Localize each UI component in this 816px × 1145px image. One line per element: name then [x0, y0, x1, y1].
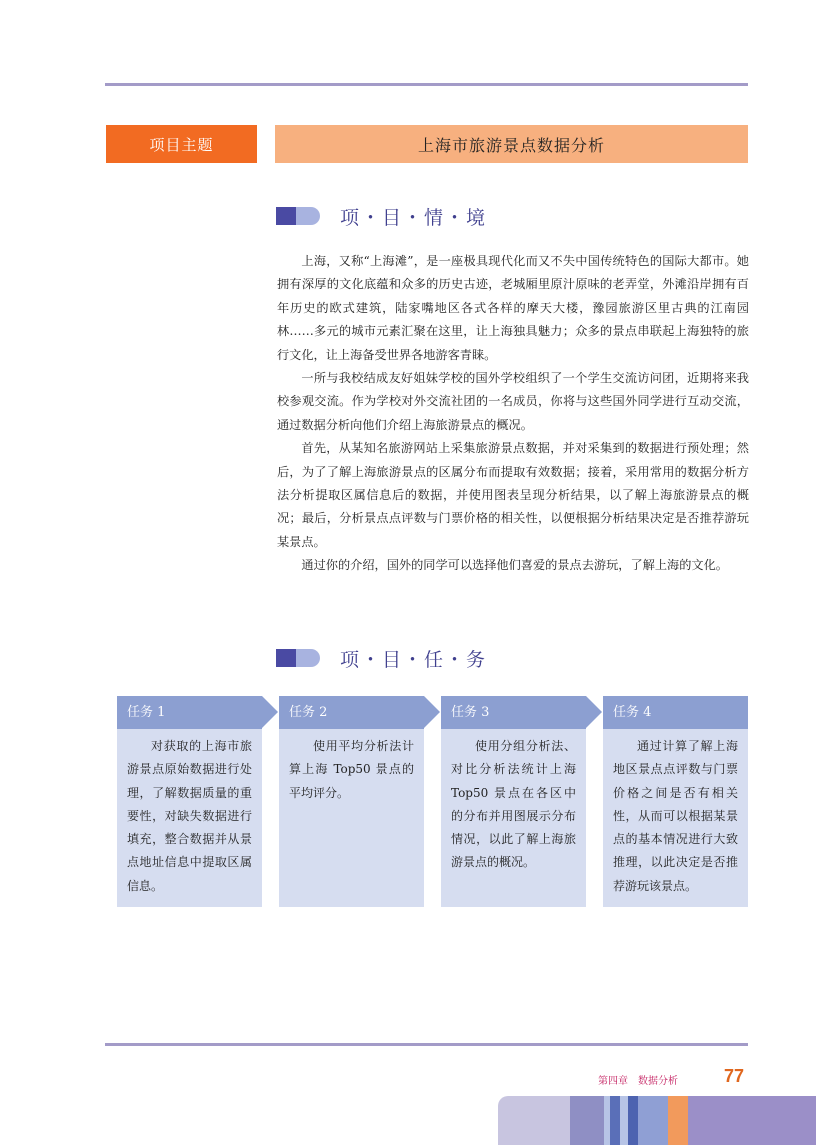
situation-paragraph: 上海，又称“上海滩”，是一座极具现代化而又不失中国传统特色的国际大都市。她拥有深厚的文化底蕴和众多的历史古迹，老城厢里原汁原味的老弄堂，外滩沿岸拥有百年历史的欧式建筑，陆家嘴地区各式各样的摩天大楼，豫园旅游区里古典的江南园林……多元的城市元素汇聚在这里，让上海独具魅力；众多的景点串联起上海独特的旅行文化，让上海备受世界各地游客青睐。: [277, 254, 749, 362]
theme-title: 上海市旅游景点数据分析: [275, 125, 748, 163]
situation-heading: 项・目・情・境: [340, 207, 488, 229]
task-title-text: 任务 3: [451, 705, 490, 720]
page-number: 77: [724, 1066, 745, 1086]
situation-paragraph: 一所与我校结成友好姐妹学校的国外学校组织了一个学生交流访问团，近期将来我校参观交流。作为学校对外交流社团的一名成员，你将与这些国外同学进行互动交流，通过数据分析向他们介绍上海旅游景点的概况。: [277, 371, 749, 432]
tasks-heading: 项・目・任・务: [340, 649, 488, 671]
task-description: 使用平均分析法计算上海 Top50 景点的平均评分。: [279, 729, 424, 907]
arrow-right-icon: [424, 696, 440, 728]
task-title: [603, 696, 748, 729]
section-bullet-icon: [276, 207, 320, 225]
task-title-text: 任务 2: [289, 705, 328, 720]
situation-paragraph: 通过你的介绍，国外的同学可以选择他们喜爱的景点去游玩，了解上海的文化。: [301, 558, 728, 573]
situation-paragraph: 首先，从某知名旅游网站上采集旅游景点数据，并对采集到的数据进行预处理；然后，为了了解上海旅游景点的区属分布而提取有效数据；接着，采用常用的数据分析方法分析提取区属信息后的数据，并使用图表呈现分析结果，以了解上海旅游景点的概况；最后，分析景点点评数与门票价格的相关性，以便根据分析结果决定是否推荐游玩某景点。: [277, 441, 749, 549]
arrow-right-icon: [586, 696, 602, 728]
task-card-2: [279, 696, 424, 907]
task-title-text: 任务 4: [613, 705, 652, 720]
task-card-3: [441, 696, 586, 907]
task-description: 对获取的上海市旅游景点原始数据进行处理，了解数据质量的重要性，对缺失数据进行填充，整合数据并从景点地址信息中提取区属信息。: [117, 729, 262, 907]
task-title: [117, 696, 262, 729]
chapter-label: 第四章 数据分析: [598, 1076, 678, 1087]
task-card-1: [117, 696, 262, 907]
task-title-text: 任务 1: [127, 705, 166, 720]
arrow-right-icon: [262, 696, 278, 728]
task-card-4: [603, 696, 748, 907]
section-bullet-icon: [276, 649, 320, 667]
top-rule: [105, 83, 748, 86]
bottom-rule: [105, 1043, 748, 1046]
situation-body: [277, 250, 749, 578]
task-title: [279, 696, 424, 729]
task-title: [441, 696, 586, 729]
task-description: 通过计算了解上海地区景点点评数与门票价格之间是否有相关性，从而可以根据某景点的基本情况进行大致推理，以此决定是否推荐游玩该景点。: [603, 729, 748, 907]
theme-label: 项目主题: [106, 125, 257, 163]
task-description: 使用分组分析法、对比分析法统计上海 Top50 景点在各区中的分布并用图展示分布情况，以此了解上海旅游景点的概况。: [441, 729, 586, 907]
